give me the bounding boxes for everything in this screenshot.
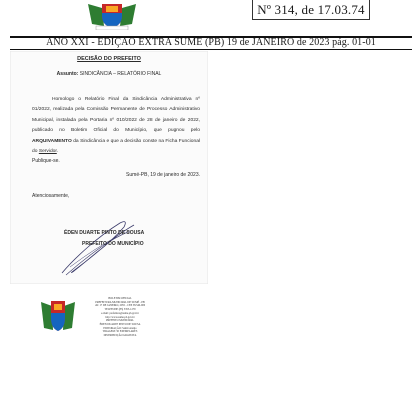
footer-line: BOLETIM OFICIAL [108,297,132,300]
footer-line: ÉDEN DUARTE PINTO DE SOUSA [99,322,141,326]
body-bold: ARQUIVAMENTO [32,138,72,144]
municipal-coat-of-arms-icon [38,296,78,336]
municipal-coat-of-arms-icon [82,0,142,30]
document-title: DECISÃO DO PREFEITO [77,56,141,62]
subject-label: Assunto: [56,71,79,77]
signer-name: ÉDEN DUARTE PINTO DE SOUSA [64,230,145,236]
body-end: . [56,149,59,155]
footer-colophon [90,297,150,338]
document-subject [10,71,208,77]
document-body [32,95,200,157]
footer-line: AV. 17 DE JANEIRO, 2055 - CEP 58.540-000 [94,304,146,308]
footer-line: http://www.sume.pb.gov.br [105,315,135,319]
body-underlined: Servidor [38,149,57,155]
footer-line: DISTRIBUIÇÃO GRATUITA [103,334,137,338]
subject-value: SINDICÂNCIA – RELATÓRIO FINAL [79,71,162,77]
publish-line: Publique-se. [32,158,60,164]
body-text-1: Homologo o Relatório Final da Sindicância Administrativa nº 01/2022, realizada pela Comissão Permanente de Processo Administrativo Municipal, instalada pela Portaria nº 010/2022 de 28 de janeiro de 2022, publicado no Boletim Oficial do Município, que pugnou pelo [32,97,200,134]
handwritten-signature [54,215,138,279]
body-text-2: da Sindicância e que a decisão conste na Ficha Funcional do [32,138,201,155]
footer-line: TELEFONE (83) 3353-1279 [104,308,136,312]
header-rule-bottom [10,49,412,50]
signer-role: PREFEITO DO MUNICÍPIO [82,241,144,247]
footer-line: PREFEITURA MUNICIPAL DE SUMÉ - PB [95,300,145,304]
scanned-decision-document [10,51,208,284]
issue-box: Nº 314, de 17.03.74 [252,0,370,20]
footer-line: TIRAGEM: 50 EXEMPLARES [102,330,138,334]
edition-line: ANO XXI - EDIÇÃO EXTRA SUMÉ (PB) 19 de JANEIRO de 2023 pág. 01-01 [46,37,376,48]
closing-line: Atenciosamente, [32,193,70,199]
footer-line: e-mail: prefeitura@sume.pb.gov.br [101,311,139,315]
footer-line: PREFEITO MUNICIPAL [106,319,134,323]
place-date: Sumé-PB, 19 de janeiro de 2023. [126,172,200,178]
footer-line: EDITORAÇÃO: Samir Araújo [103,326,137,330]
